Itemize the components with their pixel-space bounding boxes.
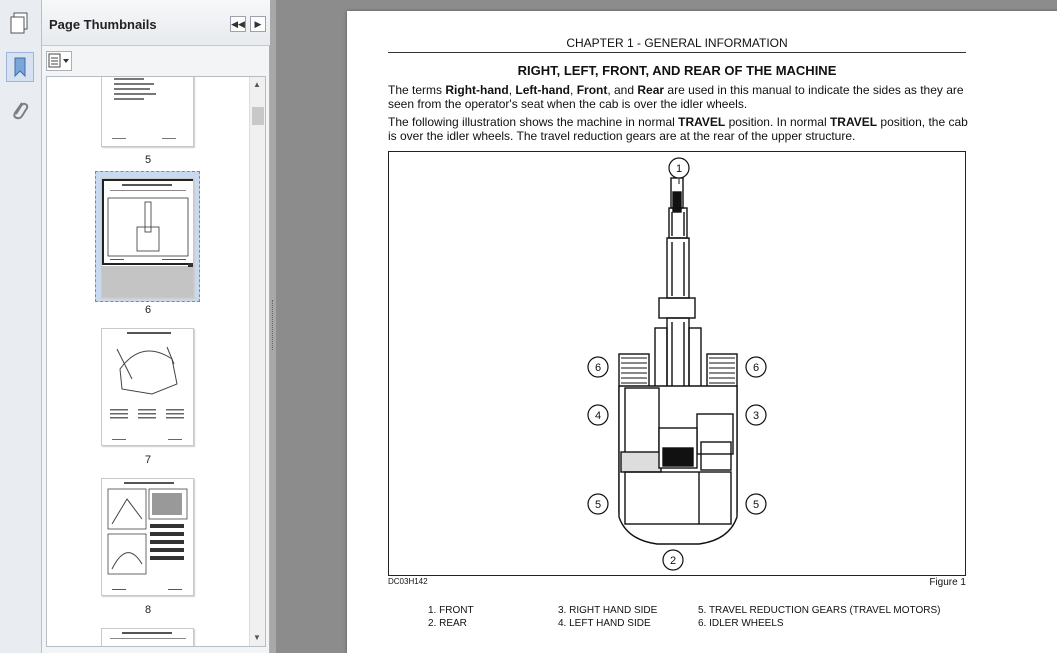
machine-illustration (388, 151, 966, 576)
legend-item: 3. RIGHT HAND SIDE (558, 605, 658, 616)
thumbnail-scrollbar[interactable] (249, 77, 265, 646)
legend-item: 6. IDLER WHEELS (698, 618, 784, 629)
callout-idler-right (746, 357, 766, 377)
legend-item: 2. REAR (428, 618, 467, 629)
thumbnail-label: 6 (144, 304, 152, 316)
callout-travel-gears-right (746, 494, 766, 514)
header-rule (388, 52, 966, 53)
thumbnail-page-6[interactable] (101, 178, 194, 298)
page-preview (102, 179, 194, 298)
scroll-up-icon[interactable]: ▲ (253, 80, 261, 89)
figure-code: DC03H142 (388, 577, 428, 586)
page-preview (102, 629, 194, 647)
document-view[interactable] (276, 0, 1057, 653)
travel-paragraph: The following illustration shows the machine in normal TRAVEL position. In normal TRAVEL position, the cab is over the idler wheels. The travel reduction gears are at the rear of the upper structure. (388, 115, 968, 143)
panel-header (42, 0, 270, 46)
svg-text:6: 6 (752, 362, 760, 374)
svg-text:6: 6 (594, 362, 602, 374)
svg-text:3: 3 (752, 410, 760, 422)
thumbnail-label: 5 (144, 154, 152, 166)
callout-travel-gears-left (588, 494, 608, 514)
svg-text:1: 1 (675, 163, 683, 175)
section-title: RIGHT, LEFT, FRONT, AND REAR OF THE MACHINE (517, 63, 837, 78)
callout-front (669, 158, 689, 184)
thumbnails-panel (42, 0, 270, 653)
svg-text:5: 5 (594, 499, 602, 511)
thumbnail-list[interactable] (46, 76, 266, 647)
svg-text:4: 4 (594, 410, 602, 422)
callout-rear (663, 550, 683, 570)
thumbnail-label: 8 (144, 604, 152, 616)
legend-item: 1. FRONT (428, 605, 474, 616)
callout-right-side (746, 405, 766, 425)
panel-menu-button[interactable] (250, 16, 266, 32)
svg-text:5: 5 (752, 499, 760, 511)
navigation-toolbar (0, 0, 42, 653)
chapter-header: CHAPTER 1 - GENERAL INFORMATION (566, 36, 788, 50)
scroll-down-icon[interactable]: ▼ (253, 633, 261, 642)
figure-caption: Figure 1 (929, 577, 966, 588)
collapse-panel-button[interactable] (230, 16, 246, 32)
options-menu-icon (47, 52, 71, 70)
thumbnail-page-7[interactable] (101, 328, 194, 446)
page-preview (102, 479, 194, 596)
thumbnail-page-5[interactable] (101, 76, 194, 147)
thumbnail-page-8[interactable] (101, 478, 194, 596)
intro-paragraph: The terms Right-hand, Left-hand, Front, and Rear are used in this manual to indicate the sides as they are seen from the operator's seat when the cab is over the idler wheels. (388, 83, 964, 111)
double-chevron-left-icon: ◀◀ (231, 19, 245, 29)
pages-icon[interactable] (6, 8, 34, 38)
panel-title: Page Thumbnails (49, 17, 157, 32)
thumbnail-page-9[interactable] (101, 628, 194, 647)
legend-item: 4. LEFT HAND SIDE (558, 618, 651, 629)
paperclip-icon[interactable] (6, 96, 34, 126)
document-page (347, 11, 1057, 653)
page-preview (102, 329, 194, 446)
thumbnail-label: 7 (144, 454, 152, 466)
chevron-right-icon: ▶ (254, 19, 262, 29)
svg-text:2: 2 (669, 555, 677, 567)
thumbnail-options-button[interactable] (46, 51, 72, 71)
panel-tools (42, 46, 270, 76)
callout-left-side (588, 405, 608, 425)
bookmark-icon[interactable] (6, 52, 34, 82)
scrollbar-thumb[interactable] (252, 107, 264, 125)
page-preview (102, 76, 194, 147)
callout-idler-left (588, 357, 608, 377)
excavator-top-view (389, 152, 965, 575)
legend-item: 5. TRAVEL REDUCTION GEARS (TRAVEL MOTORS) (698, 605, 941, 616)
splitter-grip (272, 300, 274, 350)
